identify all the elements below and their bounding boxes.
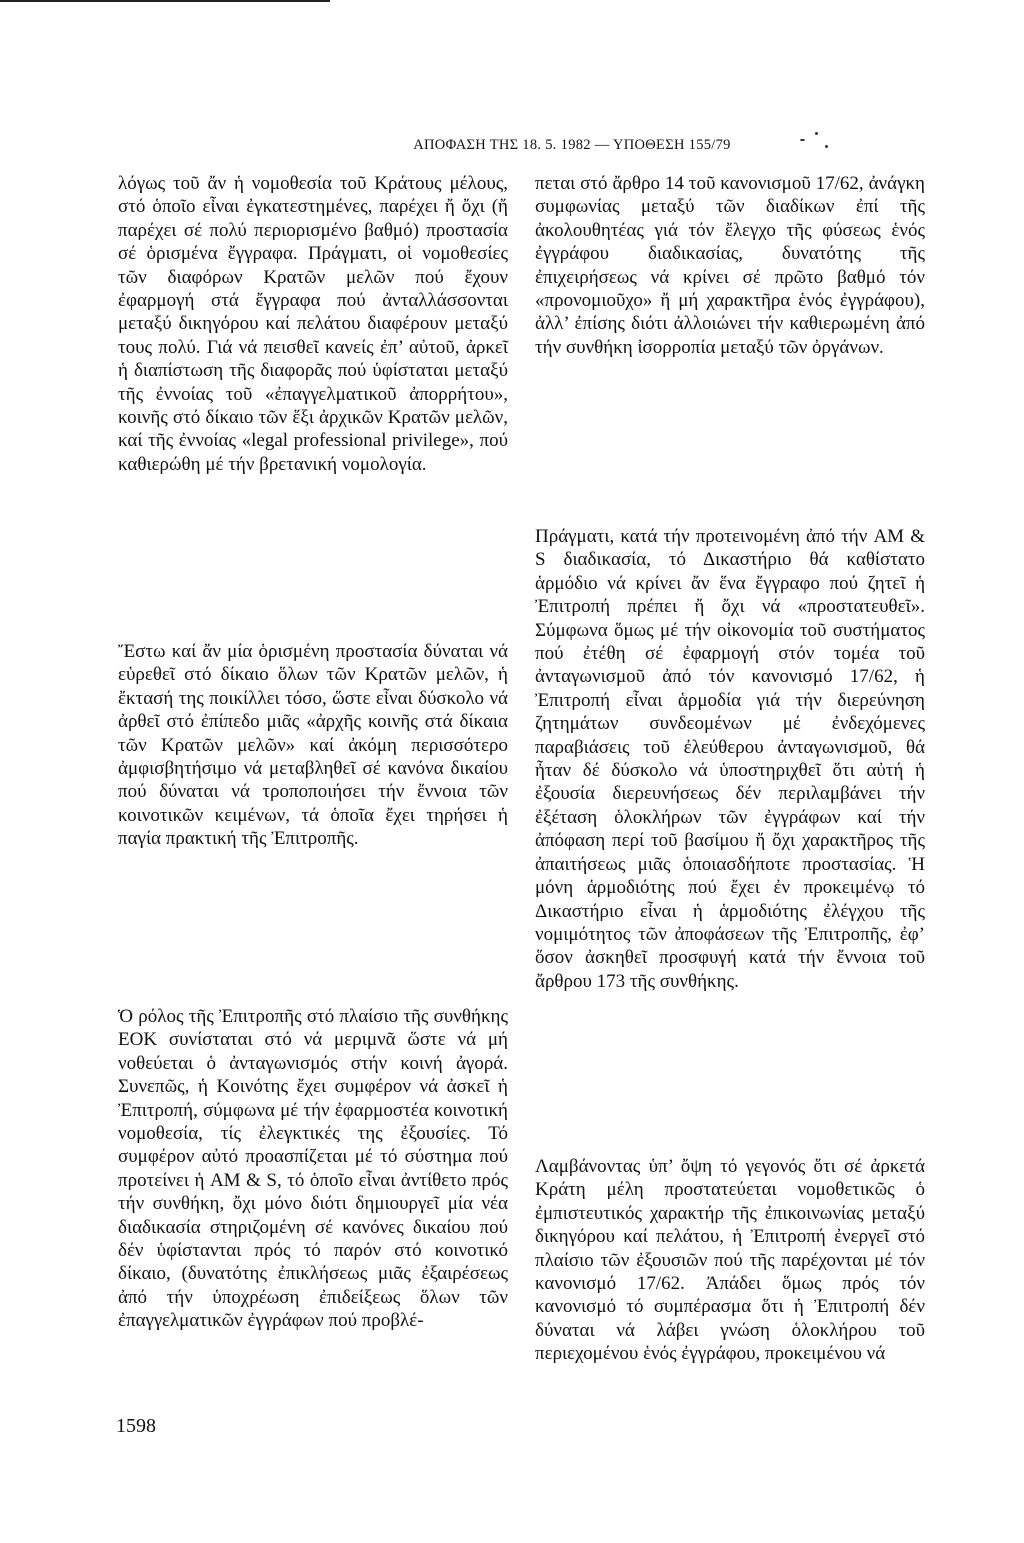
running-header-text: ΑΠΟΦΑΣΗ ΤΗΣ 18. 5. 1982 — ΥΠΟΘΕΣΗ 155/79 (413, 137, 731, 153)
left-paragraph-2: Ἔστω καί ἄν μία ὁρισμένη προστασία δύναται νά εὑρεθεῖ στό δίκαιο ὅλων τῶν Κρατῶν μελῶν, ἡ ἔκτασή της ποικίλλει τόσο, ὥστε εἶναι δύσκολο νά ἀρθεῖ στό ἐπίπεδο μιᾶς «ἀρχῆς κοινῆς στά δίκαια τῶν Κρατῶν μελῶν» καί ἀκόμη περισσότερο ἀμφισβητήσιμο νά μεταβληθεῖ σέ κανόνα δικαίου πού δύναται νά τροποποιήσει τήν ἔννοια τῶν κοινοτικῶν κειμένων, τά ὁποῖα ἔχει τηρήσει ἡ παγία πρακτική τῆς Ἐπιτροπῆς. (118, 641, 508, 850)
page-number: 1598 (116, 1415, 156, 1437)
right-paragraph-2: Πράγματι, κατά τήν προτεινομένη ἀπό τήν AM & S διαδικασία, τό Δικαστήριο θά καθίστατο ἁρμόδιο νά κρίνει ἄν ἕνα ἔγγραφο πού ζητεῖ ἡ Ἐπιτροπή πρέπει ἤ ὄχι νά «προστατευθεῖ». Σύμφωνα ὅμως μέ τήν οἰκονομία τοῦ συστήματος πού ἐτέθη σέ ἐφαρμογή στόν τομέα τοῦ ἀνταγωνισμοῦ ἀπό τόν κανονισμό 17/62, ἡ Ἐπιτροπή εἶναι ἁρμοδία γιά τήν διερεύνηση ζητημάτων συνδεομένων μέ ἐνδεχόμενες παραβιάσεις τοῦ ἐλεύθερου ἀνταγωνισμοῦ, θά ἦταν δέ δύσκολο νά ὑποστηριχθεῖ ὅτι αὐτή ἡ ἐξουσία διερευνήσεως δέν περιλαμβάνει τήν ἐξέταση ὁλοκλήρων τῶν ἐγγράφων καί τήν ἀπόφαση περί τοῦ βασίμου ἤ ὄχι χαρακτῆρος τῆς ἀπαιτήσεως μιᾶς ὁποιασδήποτε προστασίας. Ἡ μόνη ἁρμοδιότης πού ἔχει ἐν προκειμένῳ τό Δικαστήριο εἶναι ἡ ἁρμοδιότης ἐλέγχου τῆς νομιμότητος τῶν ἀποφάσεων τῆς Ἐπιτροπῆς, ἐφ’ ὅσον ἀσκηθεῖ προσφυγή κατά τήν ἔννοια τοῦ ἄρθρου 173 τῆς συνθήκης. (535, 526, 925, 992)
top-edge-rule (0, 0, 330, 2)
running-header (0, 137, 1024, 154)
scan-speck (825, 145, 828, 148)
left-paragraph-1: λόγως τοῦ ἄν ἡ νομοθεσία τοῦ Κράτους μέλους, στό ὁποῖο εἶναι ἐγκατεστημένες, παρέχει ἤ ὄχι (ἤ παρέχει σέ πολύ περιορισμένο βαθμό) προστασία σέ ὁρισμένα ἔγγραφα. Πράγματι, οἱ νομοθεσίες τῶν διαφόρων Κρατῶν μελῶν πού ἔχουν ἐφαρμογή στά ἔγγραφα πού ἀνταλλάσσονται μεταξύ δικηγόρου καί πελάτου διαφέρουν μεταξύ τους πολύ. Γιά νά πεισθεῖ κανείς ἐπ’ αὐτοῦ, ἀρκεῖ ἡ διαπίστωση τῆς διαφορᾶς πού ὑφίσταται μεταξύ τῆς ἐννοίας τοῦ «ἐπαγγελματικοῦ ἀπορρήτου», κοινῆς στό δίκαιο τῶν ἕξι ἀρχικῶν Κρατῶν μελῶν, καί τῆς ἐννοίας «legal professional privilege», πού καθιερώθη μέ τήν βρετανική νομολογία. (118, 173, 508, 475)
right-paragraph-1: πεται στό ἄρθρο 14 τοῦ κανονισμοῦ 17/62, ἀνάγκη συμφωνίας μεταξύ τῶν διαδίκων ἐπί τῆς ἀκολουθητέας γιά τόν ἔλεγχο τῆς φύσεως ἑνός ἐγγράφου διαδικασίας, δυνατότης τῆς ἐπιχειρήσεως νά κρίνει σέ πρῶτο βαθμό τόν «προνομιοῦχο» ἤ μή χαρακτῆρα ἑνός ἐγγράφου), ἀλλ’ ἐπίσης διότι ἀλλοιώνει τήν καθιερωμένη ἀπό τήν συνθήκη ἰσορροπία μεταξύ τῶν ὀργάνων. (535, 173, 925, 358)
scan-speck (800, 139, 805, 141)
right-paragraph-3: Λαμβάνοντας ὑπ’ ὄψη τό γεγονός ὅτι σέ ἀρκετά Κράτη μέλη προστατεύεται νομοθετικῶς ὁ ἐμπιστευτικός χαρακτήρ τῆς ἐπικοινωνίας μεταξύ δικηγόρου καί πελάτου, ἡ Ἐπιτροπή ἐνεργεῖ στό πλαίσιο τῶν ἐξουσιῶν πού τῆς παρέχονται μέ τόν κανονισμό 17/62. Ἀπάδει ὅμως πρός τόν κανονισμό τό συμπέρασμα ὅτι ἡ Ἐπιτροπή δέν δύναται νά λάβει γνώση ὁλοκλήρου τοῦ περιεχομένου ἑνός ἐγγράφου, προκειμένου νά (535, 1156, 925, 1365)
left-paragraph-3: Ὁ ρόλος τῆς Ἐπιτροπῆς στό πλαίσιο τῆς συνθήκης ΕΟΚ συνίσταται στό νά μεριμνᾶ ὥστε νά μή νοθεύεται ὁ ἀνταγωνισμός στήν κοινή ἀγορά. Συνεπῶς, ἡ Κοινότης ἔχει συμφέρον νά ἀσκεῖ ἡ Ἐπιτροπή, σύμφωνα μέ τήν ἐφαρμοστέα κοινοτική νομοθεσία, τίς ἐλεγκτικές της ἐξουσίες. Τό συμφέρον αὐτό προασπίζεται μέ τό σύστημα πού προτείνει ἡ AM & S, τό ὁποῖο εἶναι ἀντίθετο πρός τήν συνθήκη, ὄχι μόνο διότι δημιουργεῖ μία νέα διαδικασία στηριζομένη σέ κανόνες δικαίου πού δέν ὑφίστανται πρός τό παρόν στό κοινοτικό δίκαιο, (δυνατότης ἐπικλήσεως μιᾶς ἐξαιρέσεως ἀπό τήν ὑποχρέωση ἐπιδείξεως ὅλων τῶν ἐπαγγελματικῶν ἐγγράφων πού προβλέ- (118, 1006, 508, 1332)
scan-speck (815, 132, 818, 135)
